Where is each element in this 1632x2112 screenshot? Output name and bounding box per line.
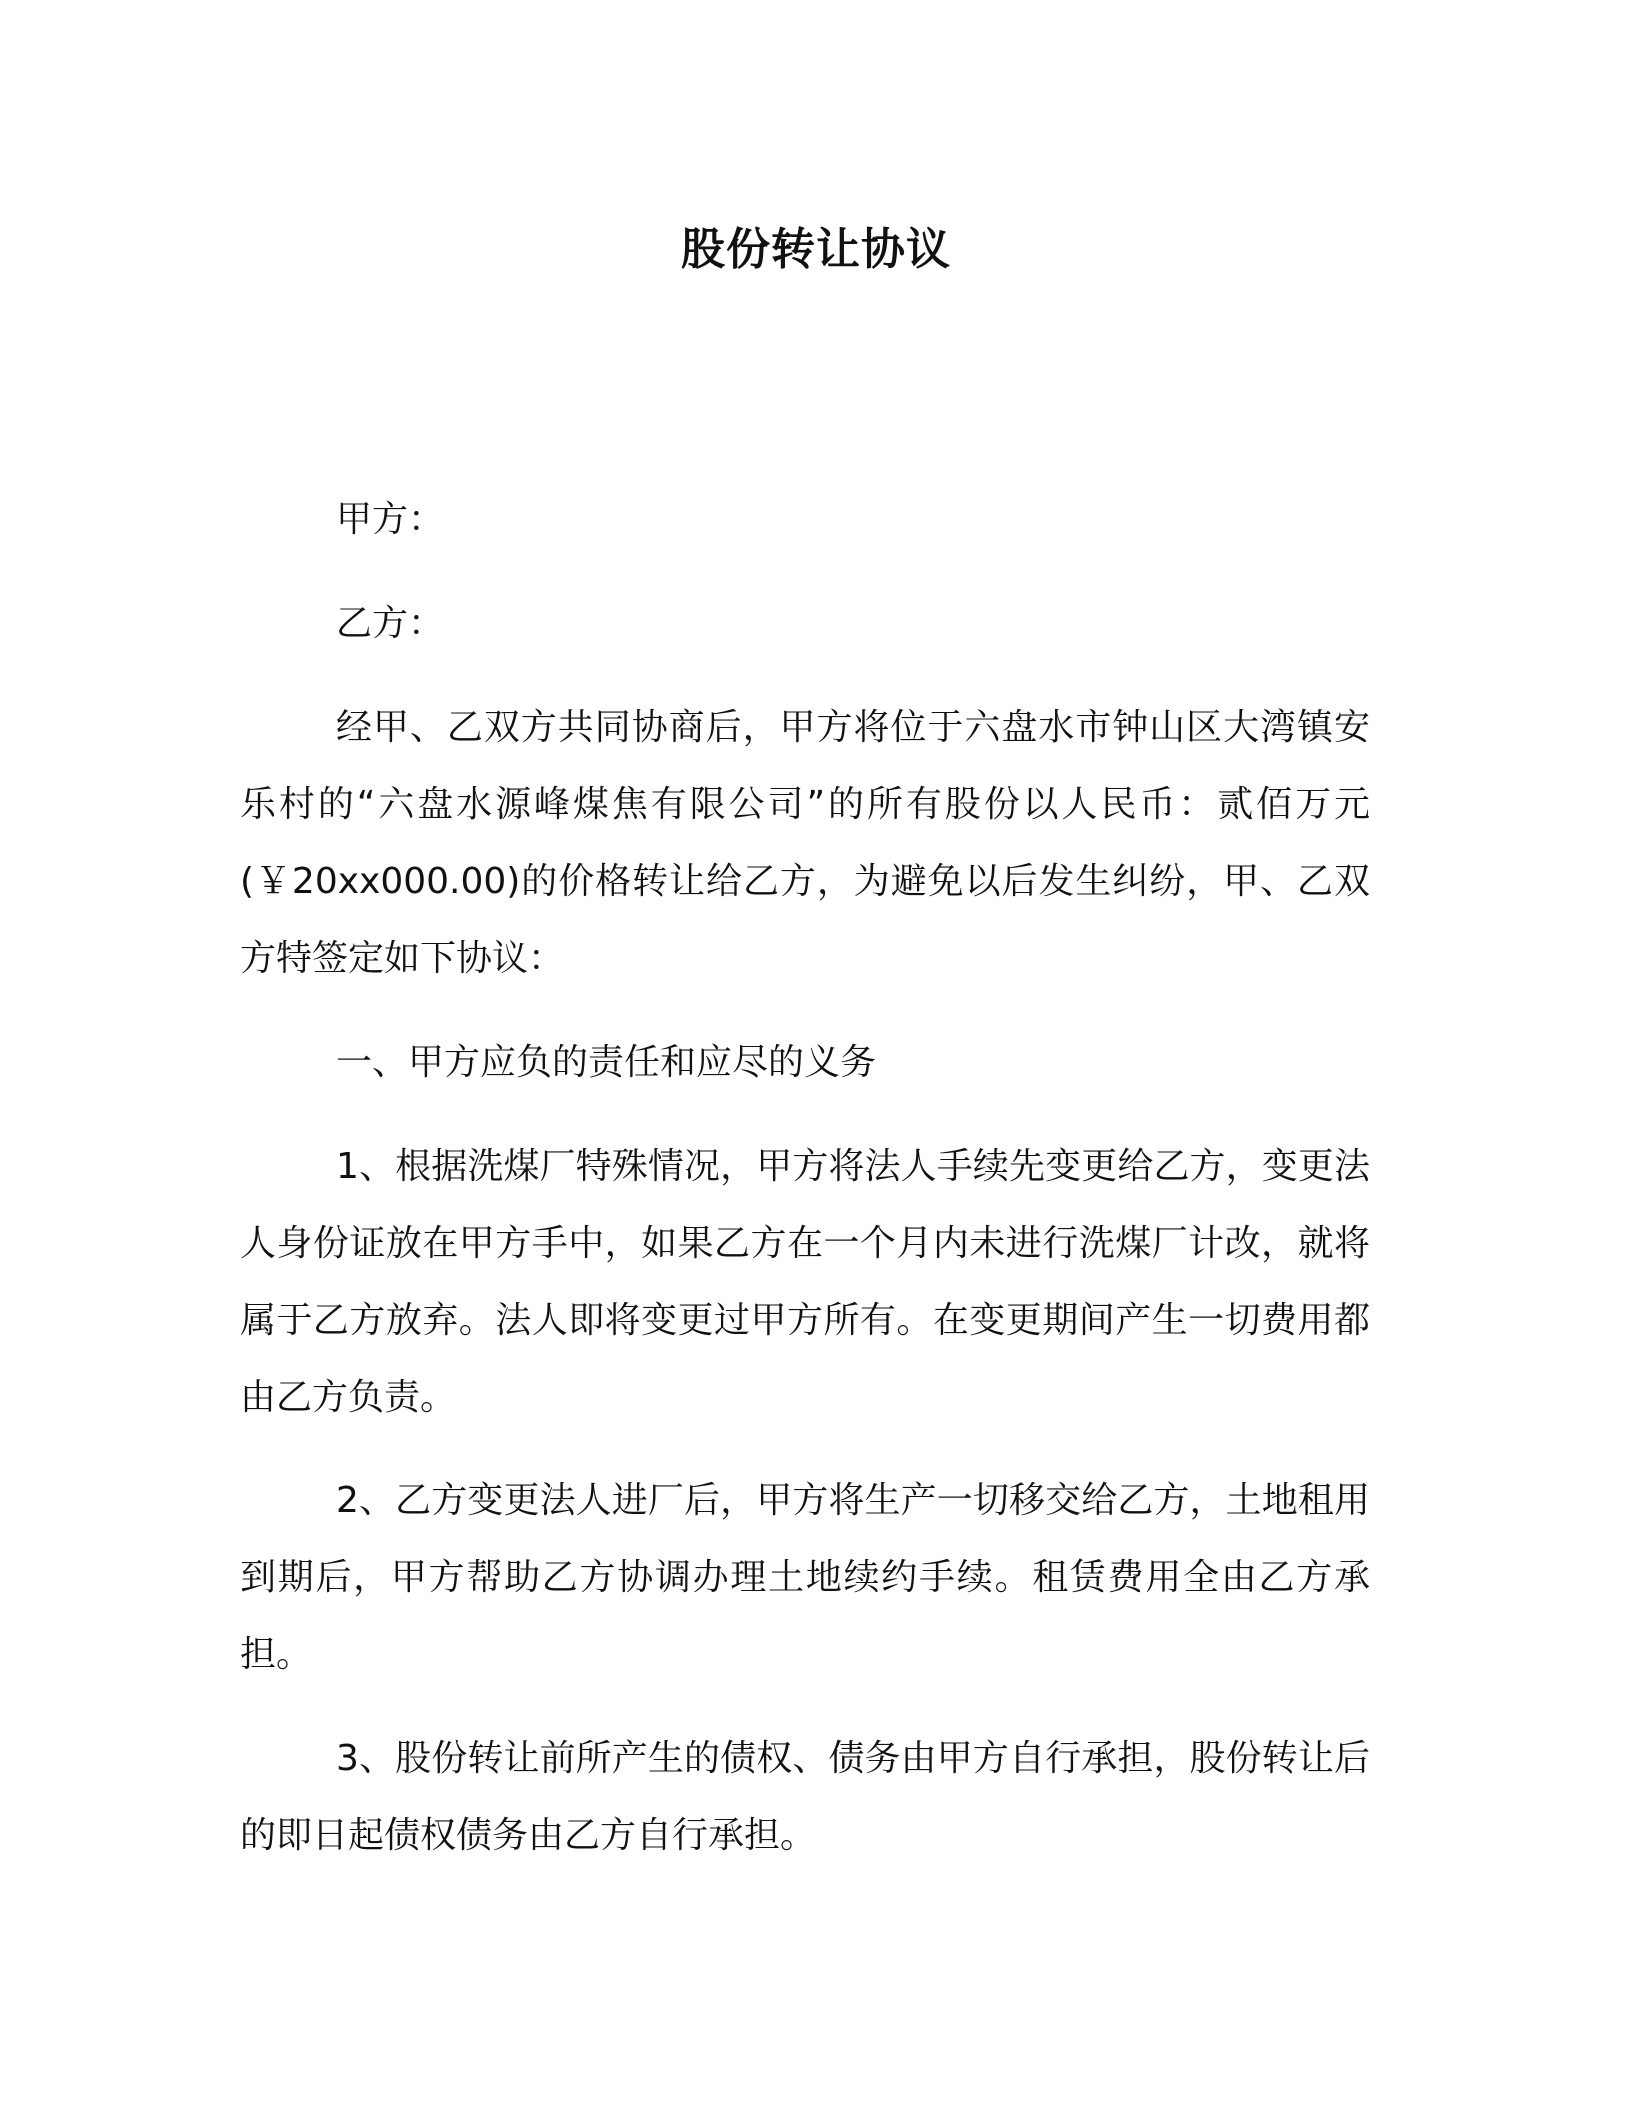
intro-paragraph: 经甲、乙双方共同协商后，甲方将位于六盘水市钟山区大湾镇安乐村的“六盘水源峰煤焦有限公司”的所有股份以人民币：贰佰万元(￥20xx000.00)的价格转让给乙方，为避免以后发生纠纷，甲、乙双方特签定如下协议： [240, 707, 1370, 979]
clause-3-block [240, 1720, 1370, 1874]
intro-block [240, 689, 1370, 997]
clause-2-block [240, 1462, 1370, 1693]
clause-2-paragraph: 2、乙方变更法人进厂后，甲方将生产一切移交给乙方，土地租用到期后，甲方帮助乙方协调办理土地续约手续。租赁费用全由乙方承担。 [240, 1480, 1370, 1675]
party-b-label: 乙方： [336, 603, 445, 644]
clause-3-paragraph: 3、股份转让前所产生的债权、债务由甲方自行承担，股份转让后的即日起债权债务由乙方自行承担。 [240, 1738, 1370, 1856]
clause-1-paragraph: 1、根据洗煤厂特殊情况，甲方将法人手续先变更给乙方，变更法人身份证放在甲方手中，如果乙方在一个月内未进行洗煤厂计改，就将属于乙方放弃。法人即将变更过甲方所有。在变更期间产生一切费用都由乙方负责。 [240, 1146, 1370, 1418]
section-1-block [240, 1024, 1370, 1101]
document-title: 股份转让协议 [681, 224, 951, 275]
party-b-block [240, 585, 1370, 662]
party-a-block [240, 481, 1370, 558]
clause-1-block [240, 1128, 1370, 1436]
party-a-label: 甲方： [336, 499, 445, 540]
section-1-heading: 一、甲方应负的责任和应尽的义务 [336, 1042, 877, 1083]
